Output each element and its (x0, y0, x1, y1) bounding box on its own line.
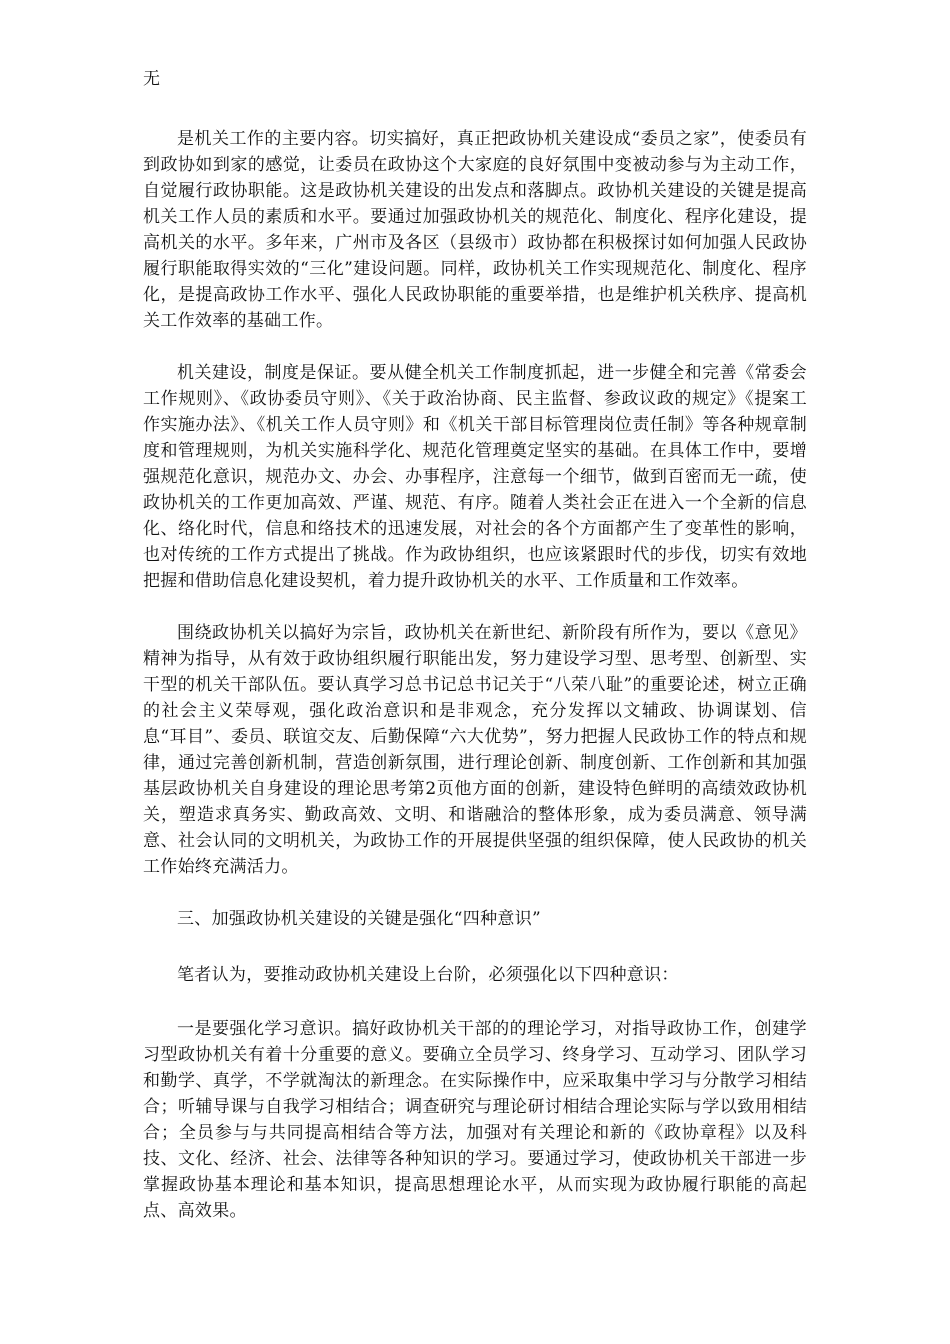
document-body (143, 126, 807, 1250)
paragraph-3: 围绕政协机关以搞好为宗旨，政协机关在新世纪、新阶段有所作为，要以《意见》精神为指导，从有效于政协组织履行职能出发，努力建设学习型、思考型、创新型、实干型的机关干部队伍。要认真学习总书记总书记关于“八荣八耻”的重要论述，树立正确的社会主义荣辱观，强化政治意识和是非观念，充分发挥以文辅政、协调谋划、信息“耳目”、委员、联谊交友、后勤保障“六大优势”，努力把握人民政协工作的特点和规律，通过完善创新机制，营造创新氛围，进行理论创新、制度创新、工作创新和其加强基层政协机关自身建设的理论思考第2页他方面的创新，建设特色鲜明的高绩效政协机关，塑造求真务实、勤政高效、文明、和谐融洽的整体形象，成为委员满意、领导满意、社会认同的文明机关，为政协工作的开展提供坚强的组织保障，使人民政协的机关工作始终充满活力。 (143, 623, 807, 877)
paragraph-5: 一是要强化学习意识。搞好政协机关干部的的理论学习，对指导政协工作，创建学习型政协机关有着十分重要的意义。要确立全员学习、终身学习、互动学习、团队学习和勤学、真学，不学就淘汰的新理念。在实际操作中，应采取集中学习与分散学习相结合；听辅导课与自我学习相结合；调查研究与理论研讨相结合理论实际与学以致用相结合；全员参与与共同提高相结合等方法，加强对有关理论和新的《政协章程》以及科技、文化、经济、社会、法律等各种知识的学习。要通过学习，使政协机关干部进一步掌握政协基本理论和基本知识，提高思想理论水平，从而实现为政协履行职能的高起点、高效果。 (143, 1019, 807, 1221)
header-mark: 无 (143, 69, 160, 89)
paragraph-4: 笔者认为，要推动政协机关建设上台阶，必须强化以下四种意识： (177, 965, 679, 985)
section-heading: 三、加强政协机关建设的关键是强化“四种意识” (177, 909, 541, 929)
paragraph-1: 是机关工作的主要内容。切实搞好，真正把政协机关建设成“委员之家”，使委员有到政协如到家的感觉，让委员在政协这个大家庭的良好氛围中变被动参与为主动工作，自觉履行政协职能。这是政协机关建设的出发点和落脚点。政协机关建设的关键是提高机关工作人员的素质和水平。要通过加强政协机关的规范化、制度化、程序化建设，提高机关的水平。多年来，广州市及各区（县级市）政协都在积极探讨如何加强人民政协履行职能取得实效的“三化”建设问题。同样，政协机关工作实现规范化、制度化、程序化，是提高政协工作水平、强化人民政协职能的重要举措，也是维护机关秩序、提高机关工作效率的基础工作。 (143, 129, 807, 331)
paragraph-2: 机关建设，制度是保证。要从健全机关工作制度抓起，进一步健全和完善《常委会工作规则》、《政协委员守则》、《关于政治协商、民主监督、参政议政的规定》《提案工作实施办法》、《机关工作人员守则》和《机关干部目标管理岗位责任制》等各种规章制度和管理规则，为机关实施科学化、规范化管理奠定坚实的基础。在具体工作中，要增强规范化意识，规范办文、办会、办事程序，注意每一个细节，做到百密而无一疏，使政协机关的工作更加高效、严谨、规范、有序。随着人类社会正在进入一个全新的信息化、络化时代，信息和络技术的迅速发展，对社会的各个方面都产生了变革性的影响，也对传统的工作方式提出了挑战。作为政协组织，也应该紧跟时代的步伐，切实有效地把握和借助信息化建设契机，着力提升政协机关的水平、工作质量和工作效率。 (143, 363, 807, 591)
